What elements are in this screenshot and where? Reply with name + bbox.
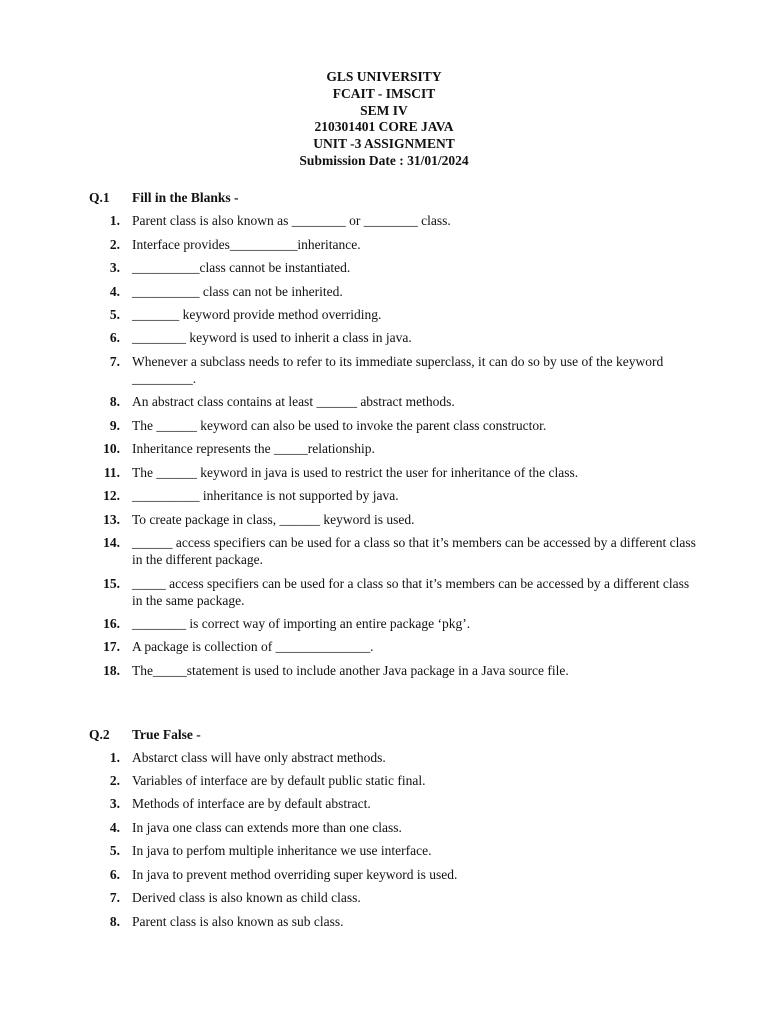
item-text: ______ access specifiers can be used for a class so that it’s members can be accessed by a different class in the different package. [132,535,696,567]
item-number: 3. [109,260,120,275]
item-text: Inheritance represents the _____relationship. [132,441,375,456]
q2-number: Q.2 [89,727,110,742]
q1-title: Fill in the Blanks - [132,190,239,205]
item-text: In java to perfom multiple inheritance we use interface. [132,843,432,858]
item-text: To create package in class, ______ keyword is used. [132,512,415,527]
item-text: In java to prevent method overriding super keyword is used. [132,867,458,882]
item-text: __________ class can not be inherited. [132,284,343,299]
q1-number: Q.1 [89,190,110,205]
item-number: 12. [103,488,120,503]
q2-heading [89,726,201,743]
item-number: 9. [109,418,120,433]
item-number: 7. [109,890,120,905]
item-number: 16. [103,616,120,631]
q2-title: True False - [132,727,201,742]
item-text: The ______ keyword can also be used to invoke the parent class constructor. [132,418,547,433]
item-number: 1. [109,213,120,228]
item-number: 17. [103,639,120,654]
item-number: 5. [109,307,120,322]
item-text: A package is collection of ______________. [132,639,374,654]
item-number: 15. [103,576,120,591]
item-number: 8. [109,914,120,929]
q1-heading [89,189,239,206]
item-text: ________ keyword is used to inherit a class in java. [132,330,412,345]
item-number: 4. [109,284,120,299]
document-header [0,69,768,170]
item-number: 14. [103,535,120,550]
item-number: 11. [103,465,120,480]
submission-date: Submission Date : 31/01/2024 [299,152,469,168]
item-number: 6. [109,330,120,345]
item-text: Derived class is also known as child class. [132,890,361,905]
item-number: 4. [109,820,120,835]
item-number: 6. [109,867,120,882]
item-text: ________ is correct way of importing an entire package ‘pkg’. [132,616,471,631]
item-text: __________ inheritance is not supported by java. [132,488,399,503]
course-title: 210301401 CORE JAVA [314,119,454,135]
item-text: The_____statement is used to include another Java package in a Java source file. [132,663,569,678]
department-name: FCAIT - IMSCIT [332,85,436,101]
item-number: 13. [103,512,120,527]
item-number: 18. [103,663,120,678]
item-text: The ______ keyword in java is used to restrict the user for inheritance of the class. [132,465,579,480]
item-text: Parent class is also known as sub class. [132,914,344,929]
item-text: _______ keyword provide method overriding. [132,307,382,322]
item-text: Methods of interface are by default abstract. [132,796,371,811]
item-number: 3. [109,796,120,811]
item-number: 7. [109,354,120,369]
item-number: 2. [109,773,120,788]
item-text: In java one class can extends more than one class. [132,820,402,835]
item-number: 2. [109,237,120,252]
item-text: Variables of interface are by default public static final. [132,773,426,788]
item-text: Abstarct class will have only abstract methods. [132,750,386,765]
item-text: Parent class is also known as ________ or ________ class. [132,213,451,228]
semester: SEM IV [360,102,408,118]
item-text: Whenever a subclass needs to refer to its immediate superclass, it can do so by use of the keyword _________. [132,354,664,386]
university-name: GLS UNIVERSITY [326,69,442,84]
item-number: 8. [109,394,120,409]
item-text: _____ access specifiers can be used for a class so that it’s members can be accessed by a different class in the same package. [132,576,690,608]
item-number: 10. [103,441,120,456]
item-text: An abstract class contains at least ______ abstract methods. [132,394,455,409]
item-number: 1. [109,750,120,765]
item-text: __________class cannot be instantiated. [132,260,351,275]
assignment-title: UNIT -3 ASSIGNMENT [313,136,455,152]
item-number: 5. [109,843,120,858]
item-text: Interface provides__________inheritance. [132,237,361,252]
